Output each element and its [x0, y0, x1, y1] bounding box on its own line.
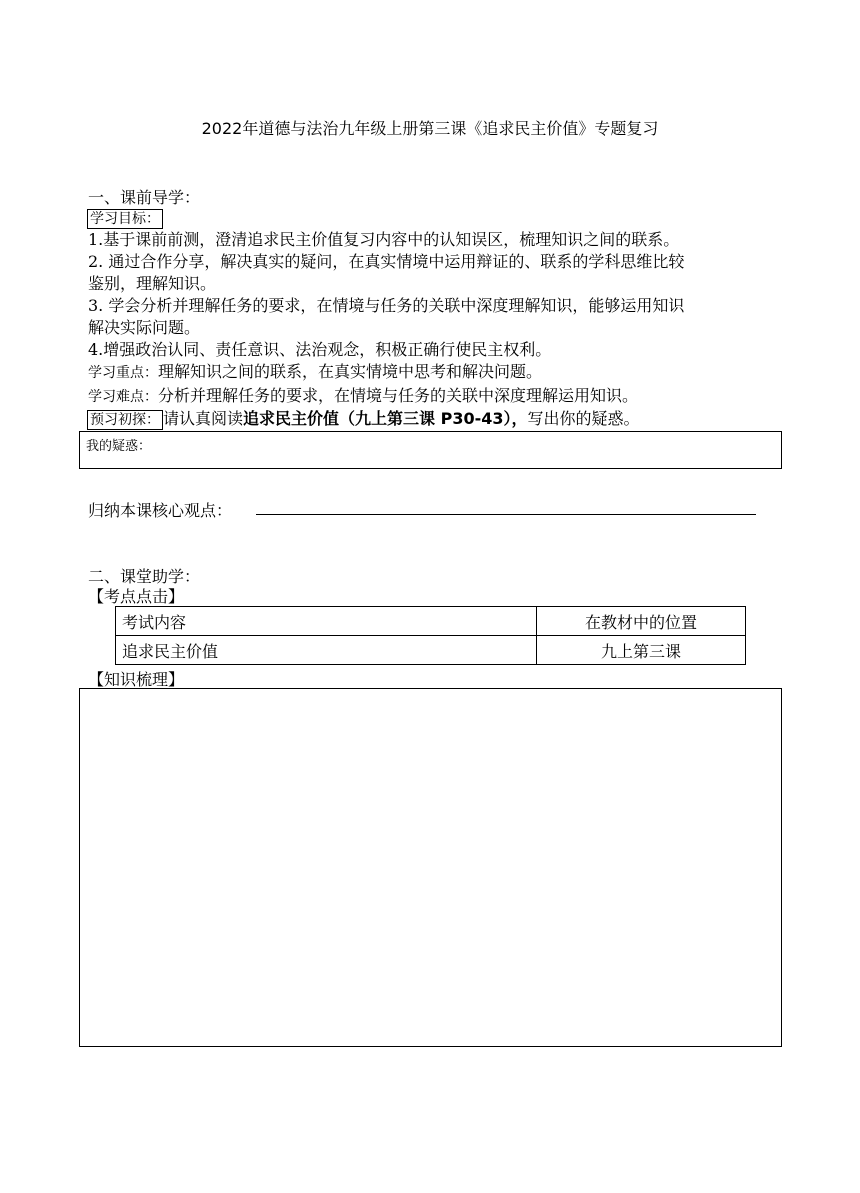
key-points — [88, 361, 542, 384]
difficulty-text: 分析并理解任务的要求，在情境与任务的关联中深度理解运用知识。 — [158, 386, 639, 405]
knowledge-box[interactable] — [79, 688, 782, 1047]
table-header-cell: 考试内容 — [116, 607, 537, 636]
table-cell: 追求民主价值 — [116, 636, 537, 665]
exam-points-label: 【考点点击】 — [88, 587, 185, 606]
table-cell: 九上第三课 — [537, 636, 746, 665]
preview-text-bold: 追求民主价值（九上第三课 P30-43）， — [243, 409, 528, 428]
core-view-label: 归纳本课核心观点： — [88, 501, 233, 520]
preview-text-post: 写出你的疑惑。 — [527, 409, 640, 428]
objective-line: 4.增强政治认同、责任意识、法治观念，积极正确行使民主权利。 — [88, 340, 552, 359]
table-row — [116, 636, 746, 665]
section1-heading: 一、课前导学： — [88, 188, 201, 207]
objectives-label: 学习目标： — [87, 209, 163, 229]
table-header-cell: 在教材中的位置 — [537, 607, 746, 636]
objective-line: 鉴别，理解知识。 — [88, 274, 217, 293]
section2-heading: 二、课堂助学： — [88, 567, 201, 586]
difficulty-points — [88, 385, 638, 408]
objectives-list — [88, 229, 788, 361]
doubt-label: 我的疑惑： — [86, 439, 152, 454]
objective-line: 3. 学会分析并理解任务的要求，在情境与任务的关联中深度理解知识，能够运用知识 — [88, 296, 685, 315]
objective-line: 解决实际问题。 — [88, 318, 201, 337]
key-label: 学习重点： — [88, 365, 158, 381]
knowledge-label: 【知识梳理】 — [88, 670, 185, 689]
exam-points-table — [115, 606, 746, 665]
table-header-row — [116, 607, 746, 636]
objective-line: 1.基于课前前测，澄清追求民主价值复习内容中的认知误区，梳理知识之间的联系。 — [88, 230, 680, 249]
doubt-box[interactable] — [79, 431, 782, 469]
preview-line — [87, 408, 640, 430]
preview-text-pre: 请认真阅读 — [163, 409, 244, 428]
core-view-answer-line[interactable] — [256, 513, 756, 515]
objective-line: 2. 通过合作分享，解决真实的疑问，在真实情境中运用辩证的、联系的学科思维比较 — [88, 252, 685, 271]
key-text: 理解知识之间的联系，在真实情境中思考和解决问题。 — [158, 362, 543, 381]
page-title: 2022年道德与法治九年级上册第三课《追求民主价值》专题复习 — [201, 119, 659, 138]
difficulty-label: 学习难点： — [88, 389, 158, 405]
preview-label: 预习初探： — [87, 410, 163, 430]
objectives-label-wrap — [87, 208, 163, 229]
